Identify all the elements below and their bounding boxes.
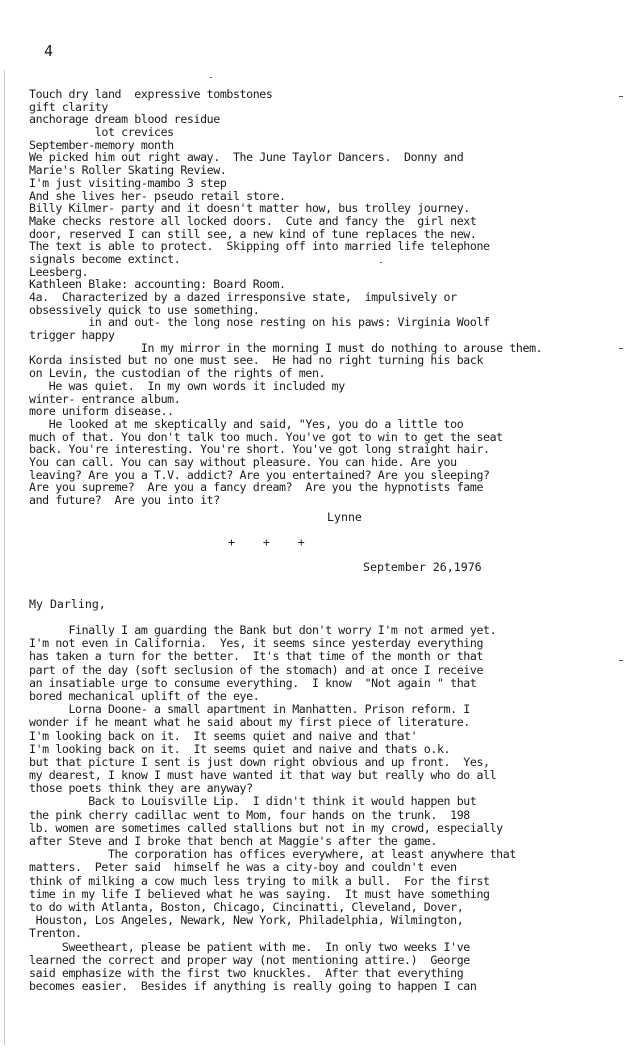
text-line: lb. women are sometimes called stallions but not in my crowd, especially bbox=[29, 820, 503, 835]
text-line: September-memory month bbox=[29, 137, 174, 152]
text-line: after Steve and I broke that bench at Maggie's after the game. bbox=[29, 834, 437, 848]
text-line: Leesberg. bbox=[29, 264, 89, 279]
text-line: becomes easier. Besides if anything is really going to happen I can bbox=[29, 979, 477, 994]
text-line: much of that. You don't talk too much. You've got to win to get the seat bbox=[29, 429, 503, 444]
text-line: I'm not even in California. Yes, it seems since yesterday everything bbox=[29, 636, 484, 651]
text-line: The text is able to protect. Skipping off into married life telephone bbox=[29, 239, 490, 254]
text-line: I'm just visiting-mambo 3 step bbox=[29, 175, 227, 190]
text-line: Lorna Doone- a small apartment in Manhatten. Prison reform. I bbox=[29, 702, 470, 717]
text-line: an insatiable urge to consume everything. I know "Not again " that bbox=[29, 675, 477, 690]
text-line: time in my life I believed what he was saying. It must have something bbox=[29, 886, 490, 901]
text-line: trigger happy bbox=[29, 328, 115, 343]
text-line: Sweetheart, please be patient with me. In only two weeks I've bbox=[29, 939, 470, 954]
scan-speck bbox=[210, 77, 212, 78]
text-line: my dearest, I know I must have wanted it that way but really who do all bbox=[29, 768, 497, 783]
text-line: matters. Peter said himself he was a city-boy and couldn't even bbox=[29, 860, 457, 875]
text-line: lot crevices bbox=[29, 125, 174, 140]
text-line: the pink cherry cadillac went to Mom, four hands on the trunk. 198 bbox=[29, 807, 470, 822]
text-line: I'm looking back on it. It seems quiet and naive and that' bbox=[29, 728, 418, 743]
text-line: Are you supreme? Are you a fancy dream? Are you the hypnotists fame bbox=[29, 480, 484, 495]
text-line: wonder if he meant what he said about my first piece of literature. bbox=[29, 715, 470, 730]
text-line: obsessively quick to use something. bbox=[29, 302, 260, 317]
text-line: think of milking a cow much less trying to milk a bull. For the first bbox=[29, 873, 490, 888]
text-line: has taken a turn for the better. It's that time of the month or that bbox=[29, 649, 484, 664]
text-line: Finally I am guarding the Bank but don't worry I'm not armed yet. bbox=[29, 623, 497, 637]
text-line: anchorage dream blood residue bbox=[29, 112, 220, 127]
section-separator: + + + bbox=[228, 535, 305, 549]
text-line: Make checks restore all locked doors. Cute and fancy the girl next bbox=[29, 213, 477, 228]
text-line: bored mechanical uplift of the eye. bbox=[29, 688, 260, 703]
text-line: back. You're interesting. You're short. You've got long straight hair. bbox=[29, 442, 490, 457]
page-number: 4 bbox=[44, 42, 54, 60]
text-line: Touch dry land expressive tombstones bbox=[29, 87, 273, 101]
letter-salutation: My Darling, bbox=[29, 597, 106, 611]
text-line: to do with Atlanta, Boston, Chicago, Cincinatti, Cleveland, Dover, bbox=[29, 899, 464, 914]
text-line: those poets think they are anyway? bbox=[29, 781, 253, 796]
text-line: gift clarity bbox=[29, 99, 108, 114]
text-line: He looked at me skeptically and said, "Yes, you do a little too bbox=[29, 416, 464, 431]
text-line: Trenton. bbox=[29, 926, 82, 941]
text-line: more uniform disease.. bbox=[29, 404, 174, 419]
text-line: leaving? Are you a T.V. addict? Are you entertained? Are you sleeping? bbox=[29, 467, 490, 482]
text-line: Billy Kilmer- party and it doesn't matter how, bus trolley journey. bbox=[29, 201, 470, 216]
text-line: but that picture I sent is just down right obvious and up front. Yes, bbox=[29, 754, 490, 769]
text-line: I'm looking back on it. It seems quiet and naive and thats o.k. bbox=[29, 741, 451, 756]
text-line: The corporation has offices everywhere, at least anywhere that bbox=[29, 847, 516, 862]
text-line: signals become extinct. bbox=[29, 251, 181, 266]
text-line: door, reserved I can still see, a new kind of tune replaces the new. bbox=[29, 226, 477, 241]
poem-and-prose-section bbox=[29, 88, 629, 507]
text-line: Houston, Los Angeles, Newark, New York, Philadelphia, Wilmington, bbox=[29, 913, 464, 928]
text-line: And she lives her- pseudo retail store. bbox=[29, 188, 286, 203]
text-line: and future? Are you into it? bbox=[29, 493, 220, 507]
scan-edge-line bbox=[4, 70, 5, 1045]
text-line: He was quiet. In my own words it included my bbox=[29, 378, 345, 393]
text-line: winter- entrance album. bbox=[29, 391, 181, 406]
text-line: learned the correct and proper way (not mentioning attire.) George bbox=[29, 952, 470, 967]
text-line: on Levin, the custodian of the rights of men. bbox=[29, 366, 326, 381]
text-line: part of the day (soft seclusion of the stomach) and at once I receive bbox=[29, 662, 484, 677]
text-line: In my mirror in the morning I must do nothing to arouse them. bbox=[29, 340, 543, 355]
text-line: said emphasize with the first two knuckles. After that everything bbox=[29, 965, 464, 980]
text-line: 4a. Characterized by a dazed irresponsive state, impulsively or bbox=[29, 290, 457, 304]
text-line: Kathleen Blake: accounting: Board Room. bbox=[29, 277, 286, 292]
text-line: in and out- the long nose resting on his paws: Virginia Woolf bbox=[29, 315, 490, 330]
text-line: We picked him out right away. The June Taylor Dancers. Donny and bbox=[29, 150, 464, 165]
text-line: Korda insisted but no one must see. He had no right turning his back bbox=[29, 353, 484, 368]
text-line: Marie's Roller Skating Review. bbox=[29, 163, 227, 178]
letter-body bbox=[29, 624, 629, 993]
text-line: You can call. You can say without pleasure. You can hide. Are you bbox=[29, 454, 457, 469]
signature: Lynne bbox=[327, 510, 362, 524]
letter-date: September 26,1976 bbox=[363, 560, 482, 574]
text-line: Back to Louisville Lip. I didn't think it would happen but bbox=[29, 794, 477, 809]
